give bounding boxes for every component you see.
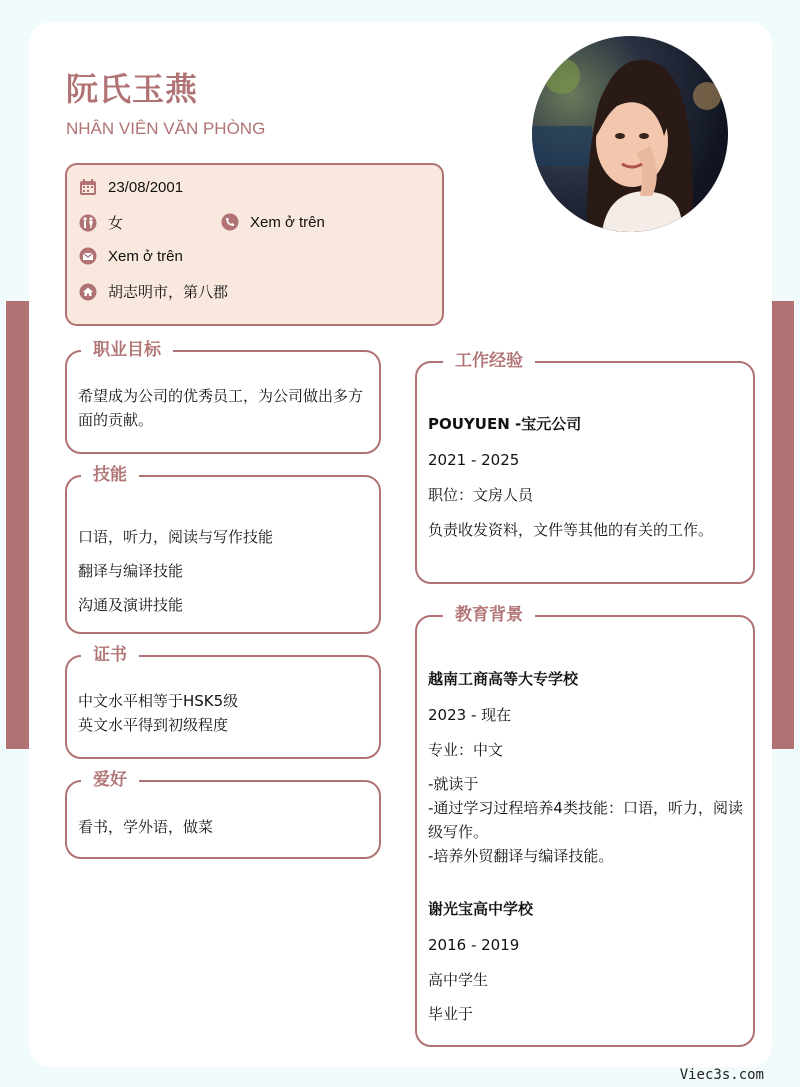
school-detail: -培养外贸翻译与编译技能。 <box>428 847 614 865</box>
company-name: POUYUEN -宝元公司 <box>428 415 582 433</box>
school-name: 谢光宝高中学校 <box>428 900 534 918</box>
job-title: NHÂN VIÊN VĂN PHÒNG <box>66 119 266 138</box>
personal-info-box <box>65 163 444 326</box>
gender-icon <box>78 213 98 233</box>
home-icon <box>78 282 98 302</box>
site-watermark: Viec3s.com <box>679 1067 764 1083</box>
skill-item: 沟通及演讲技能 <box>78 596 184 614</box>
work-period: 2021 - 2025 <box>428 451 520 469</box>
envelope-icon <box>78 246 98 266</box>
school-period: 2016 - 2019 <box>428 936 520 954</box>
phone-value: Xem ở trên <box>250 213 325 231</box>
right-accent-band <box>770 301 794 749</box>
phone-icon <box>220 212 240 232</box>
objective-text: 希望成为公司的优秀员工，为公司做出多方面的贡献。 <box>78 387 364 429</box>
work-position: 职位：文房人员 <box>428 486 534 504</box>
address-value: 胡志明市，第八郡 <box>108 284 229 301</box>
gender-value: 女 <box>108 215 124 232</box>
gender-row <box>78 212 123 233</box>
certificates-list <box>78 689 369 737</box>
school-detail: 毕业于 <box>428 1005 474 1023</box>
objective-card <box>65 340 381 454</box>
education-heading: 教育背景 <box>443 603 535 627</box>
skill-item: 口语，听力，阅读与写作技能 <box>78 528 274 546</box>
certificates-card <box>65 645 381 759</box>
certificate-item: 中文水平相等于HSK5级 <box>78 692 239 710</box>
birthday-value: 23/08/2001 <box>108 178 184 196</box>
experience-heading: 工作经验 <box>443 349 535 373</box>
experience-body <box>428 412 743 542</box>
skills-card <box>65 465 381 634</box>
birthday-row <box>78 177 183 197</box>
school-name: 越南工商高等大专学校 <box>428 670 579 688</box>
calendar-icon <box>78 177 98 197</box>
education-body <box>428 667 743 1026</box>
certificate-item: 英文水平得到初级程度 <box>78 716 229 734</box>
school-major: 专业：中文 <box>428 741 504 759</box>
phone-row <box>220 212 325 232</box>
email-value: Xem ở trên <box>108 247 183 265</box>
school-major: 高中学生 <box>428 971 489 989</box>
hobbies-text: 看书，学外语，做菜 <box>78 818 214 836</box>
skill-item: 翻译与编译技能 <box>78 562 184 580</box>
school-period: 2023 - 现在 <box>428 706 512 724</box>
hobbies-card <box>65 770 381 859</box>
candidate-name: 阮氏玉燕 <box>66 70 199 108</box>
experience-card <box>415 351 755 584</box>
certificates-heading: 证书 <box>81 643 139 667</box>
objective-heading: 职业目标 <box>81 338 173 362</box>
school-detail: -通过学习过程培养4类技能：口语，听力，阅读级写作。 <box>428 799 743 841</box>
work-description: 负责收发资料，文件等其他的有关的工作。 <box>428 521 714 539</box>
profile-photo <box>532 36 728 232</box>
school-detail: -就读于 <box>428 775 479 793</box>
address-row <box>78 281 228 302</box>
skills-list <box>78 525 369 617</box>
education-card <box>415 605 755 1047</box>
left-accent-band <box>6 301 30 749</box>
email-row <box>78 246 183 266</box>
skills-heading: 技能 <box>81 463 139 487</box>
hobbies-heading: 爱好 <box>81 768 139 792</box>
